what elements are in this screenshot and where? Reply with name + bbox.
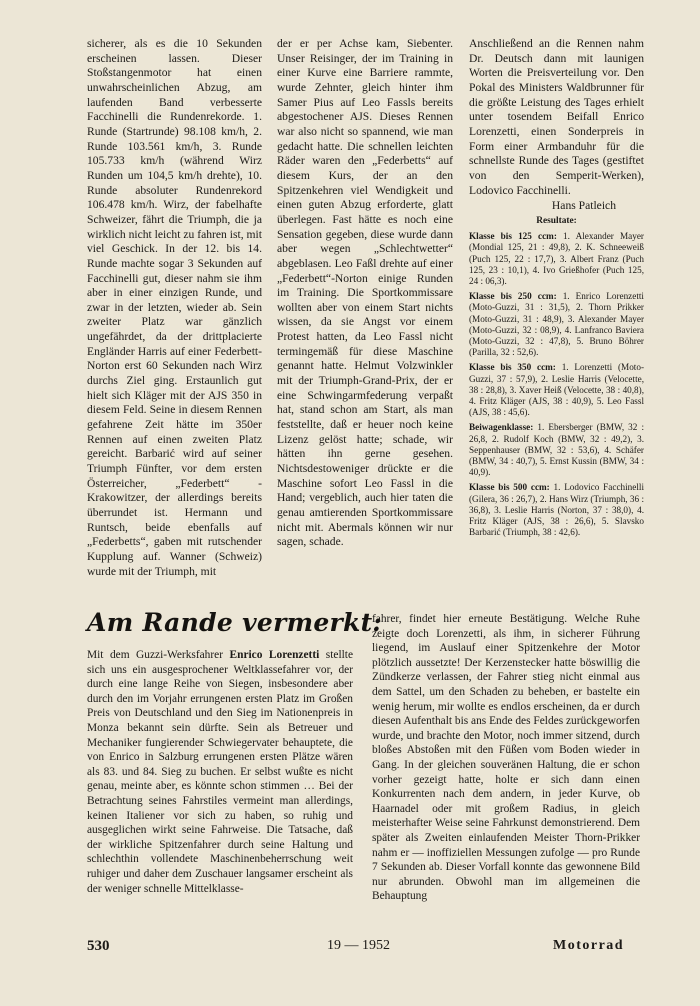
class-results: 1. Ebersberger (BMW, 32 : 26,8, 2. Rudolf Koch (BMW, 32 : 49,2), 3. Seppenhauser (BMW, 32 : 53,6), 4. Schäfer (BMW, 34 : 40,7), 5. Ernst Kussin (BMW, 34 : 40,9). [469, 422, 644, 478]
class-results: 1. Enrico Lorenzetti (Moto-Guzzi, 31 : 31,5), 2. Thorn Prikker (Moto-Guzzi, 31 : 48,9), 3. Alexander Mayer (Moto-Guzzi, 32 : 08,9), 4. Lanfranco Baviera (Moto-Guzzi, 32 : 47,8), 5. Bruno Böhrer (Parilla, 32 : 52,6). [469, 291, 644, 358]
page-number: 530 [87, 938, 110, 954]
class-label: Klasse bis 500 ccm: [469, 482, 550, 493]
results-125 [469, 231, 644, 287]
results-350 [469, 362, 644, 418]
class-label: Beiwagenklasse: [469, 422, 534, 433]
results-heading: Resultate: [536, 216, 577, 227]
results-500 [469, 482, 644, 538]
class-label: Klasse bis 250 ccm: [469, 291, 557, 302]
side-note-right: fahrer, findet hier erneute Bestätigung. Welche Ruhe zeigte doch Lorenzetti, als ihm, in sicherer Führung liegend, im Auslauf einer Spitzenkehre der Motor plötzlich aussetzte! Der Kerzenstecker hatte böswillig die Zündkerze verlassen, der Fahrer stieg nicht einmal aus dem Sattel, um den Schaden zu beheben, er bastelte ein wenig herum, mir wollte es endlos erscheinen, da er durch diesen Aufenthalt bis ans Ende des Feldes zurückgeworfen wurde, und brachte den Motor, noch immer sitzend, durch bloßes Abstoßen mit den Füßen vom Boden wieder in Gang. In der gleichen souveränen Haltung, die er schon vorher gezeigt hatte, holte er sich dann einen Konkurrenten nach dem andern, in jeder Kurve, ob Haarnadel oder mit großem Radius, in gleich meisterhafter Weise seine Fahrkunst demonstrierend. Dem später als Zweiten einlaufenden Meister Thorn-Prikker nahm er — inoffiziellen Messungen zufolge — pro Runde 7 Sekunden ab. Dieser Vorfall konnte das gewonnene Bild nur abrunden. Obwohl man im allgemeinen die Behauptung [372, 613, 640, 903]
rider-name: Enrico Lorenzetti [229, 649, 320, 661]
side-note-intro: Mit dem Guzzi-Werksfahrer [87, 649, 230, 661]
class-results: 1. Lorenzetti (Moto-Guzzi, 37 : 57,9), 2. Leslie Harris (Velocette, 38 : 28,8), 3. Xaver Heiß (Velocette, 38 : 40,8), 4. Fritz Kläger (AJS, 38 : 40,9), 5. Leo Fassl (AJS, 38 : 45,6). [469, 362, 644, 418]
magazine-name: Motorrad [553, 938, 625, 953]
article-column-1: sicherer, als es die 10 Sekunden erscheinen lassen. Dieser Stoßstangenmotor hat einen unwahrscheinlichen Abzug, am laufenden Band verbesserte Facchinelli die Rundenrekorde. 1. Runde (Startrunde) 98.108 km/h, 2. Runde 103.561 km/h, 3. Runde 105.733 km/h (während Wirz Runden um 104,5 km/h drehte), 10. Runde absoluter Rundenrekord 106.478 km/h. Wirz, der fabelhafte Schweizer, fährt die Triumph, die ja wirklich nicht leicht zu fahren ist, mit viel Geschick. In der 12. bis 14. Runde machte sogar 3 Sekunden auf Facchinelli gut, dieser nahm sie ihm aber in einer einzigen Runde, und zwar in der letzten, wieder ab. Sein zweiter Platz war gänzlich ungefährdet, da der drittplacierte Engländer Harris auf einer Federbett-Norton erst 60 Sekunden nach Wirz durchs Ziel ging. Erstaunlich gut hielt sich Kläger mit der AJS 350 in diesem Feld. Seine in diesem Rennen gefahrene Zeit hätte im 350er Rennen auf einen zweiten Platz gereicht. Barbarić wird auf seiner Triumph Fünfter, vor dem ersten Österreicher, „Federbett“ - Krakowitzer, der allerdings bereits überrundet ist. Hermann und Runtsch, beide ebenfalls auf „Federbetts“, gaben mit rutschender Kupplung auf. Wanner (Schweiz) wurde mit der Triumph, mit [87, 37, 262, 578]
issue-number: 19 — 1952 [327, 938, 390, 953]
side-note-left [87, 648, 353, 896]
class-label: Klasse bis 125 ccm: [469, 231, 557, 242]
article-column-3 [469, 37, 644, 539]
class-results: 1. Lodovico Facchinelli (Gilera, 36 : 26,7), 2. Hans Wirz (Triumph, 36 : 36,8), 3. Leslie Harris (Norton, 37 : 38,0), 4. Fritz Kläger (AJS, 38 : 26,6), 5. Slavsko Barbarić (Triumph, 38 : 42,6). [469, 482, 644, 538]
results-250 [469, 291, 644, 358]
results-sidecar [469, 422, 644, 478]
class-results: 1. Alexander Mayer (Mondial 125, 21 : 49,8), 2. K. Schneeweiß (Puch 125, 22 : 17,7), 3. Albert Franz (Puch 125, 23 : 10,1), 4. Ivo Grießhofer (Puch 125, 24 : 06,3). [469, 231, 644, 287]
author-signature: Hans Patleich [551, 199, 616, 213]
section-headline: Am Rande vermerkt: [87, 608, 382, 637]
side-note-text: stellte sich uns ein ausgesprochener Weltklassefahrer vor, der durch eine lange Reihe von Siegen, insbesondere aber durch den im Vorjahr errungenen ersten Platz im Großen Preis von Deutschland und den Sieg im Nationenpreis in Monza bekannt sein dürfte. Sein als Betreuer und Mechaniker fungierender Schwiegervater behauptete, die von Enrico in Salzburg errungenen ersten Plätze wären als 83. und 84. Sieg zu buchen. Er selbst wußte es nicht genau, meinte aber, es könnte schon stimmen … Bei der Betrachtung seines Fahrstiles vermeint man allerdings, keinen Italiener vor sich zu haben, so ruhig und ausgeglichen wirkt seine Fahrweise. Die Tatsache, daß der wirkliche Spitzenfahrer durch seine Haltung und schlechthin vollendete Maschinenbeherrschung weit ruhiger und daher dem Zuschauer langsamer erscheint als der weniger schnelle Mittelklasse- [87, 649, 353, 895]
class-label: Klasse bis 350 ccm: [469, 362, 556, 373]
article-column-2: der er per Achse kam, Siebenter. Unser Reisinger, der im Training in einer Kurve eine Barriere rammte, wurde Zehnter, gleich hinter ihm Samer Pius auf Leo Fassls bereits abgestochener AJS. Dieses Rennen war also nicht so spannend, wie man gedacht hatte. Die schnellen leichten Räder waren den „Federbetts“ auf diesem Kurs, der an den Spitzenkehren viel Wendigkeit und einen guten Abzug erforderte, glatt überlegen. Fast hätte es noch eine Sensation gegeben, diese wurde dann aber wegen „Schlechtwetter“ abgeblasen. Leo Faßl drehte auf einer „Federbett“-Norton einige Runden im Training. Die Sportkommissare wollten aber von einem Start nichts wissen, da sie Angst vor einem Protest hatten, da Leo Fassl nicht termingemäß für diese Maschine genannt hatte. Helmut Volzwinkler mit der Triumph-Grand-Prix, der er eine Schwingarmfederung verpaßt hat, stand schon am Start, als man feststellte, daß er heuer noch keine Lizenz gelöst hatte; schade, wir hätten ihn gerne gesehen. Nichtsdestoweniger drückte er die Maschine sofort Leo Fassl in die Hand; vergeblich, auch hier taten die genau amtierenden Sportkommissare nicht mit. Abermals können wir nur sagen, schade. [277, 37, 453, 549]
closing-paragraph: Anschließend an die Rennen nahm Dr. Deutsch dann mit launigen Worten die Preisverteilung vor. Den Pokal des Ministers Waldbrunner für die größte Leistung des Tages erhielt unter tosendem Beifall Enrico Lorenzetti, einen Sonderpreis in Form einer Armbanduhr für die schnellste Runde des Tages (gestiftet von den Semperit-Werken), Lodovico Facchinelli. [469, 37, 644, 197]
